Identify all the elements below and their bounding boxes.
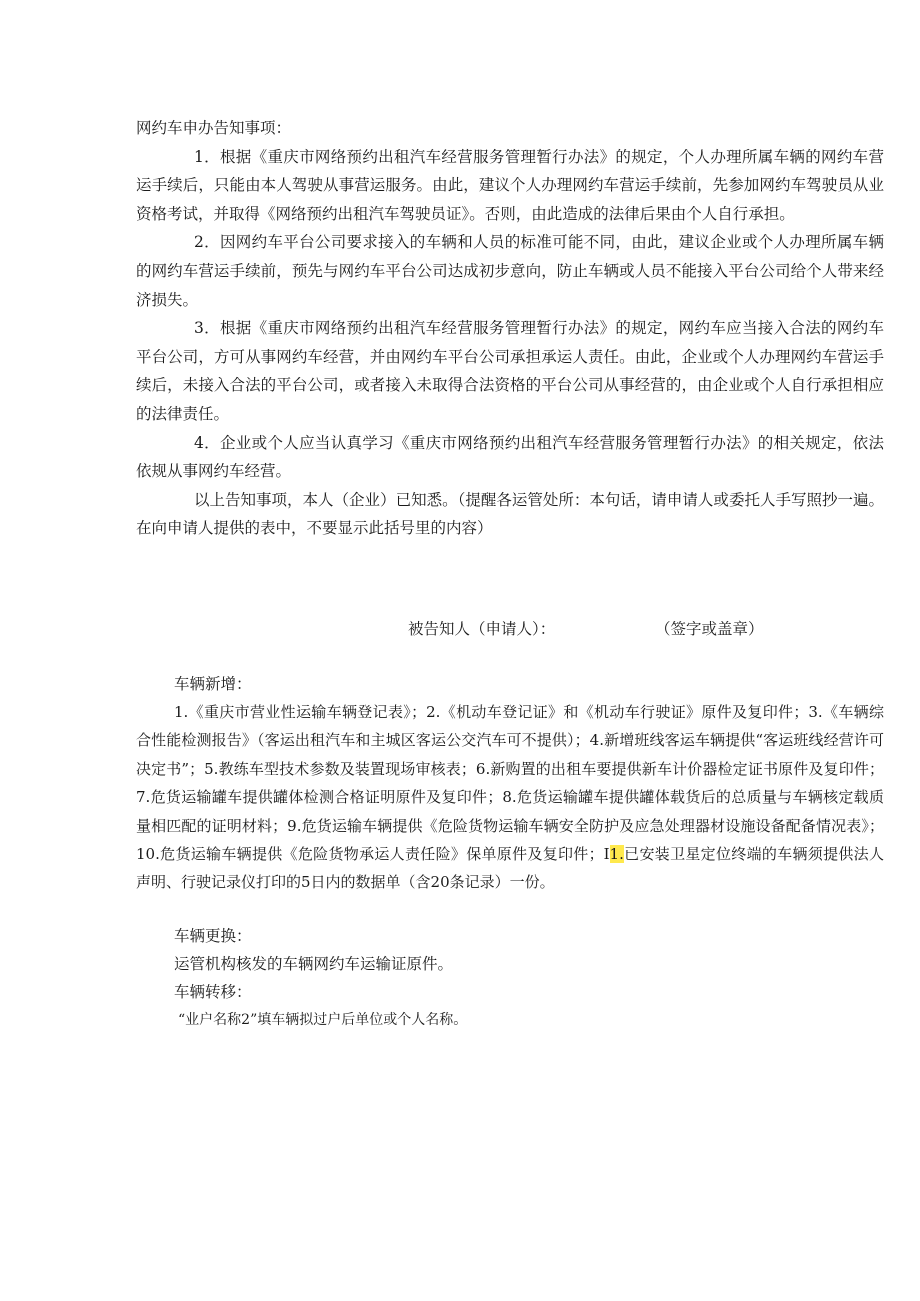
notice-title: 网约车申办告知事项： [136, 119, 292, 137]
vehicle-transfer-text: “业户名称2”填车辆拟过户后单位或个人名称。 [178, 1012, 468, 1028]
vehicle-new-section [136, 670, 884, 897]
highlighted-number: 1. [609, 845, 624, 864]
notice-item-2: 2．因网约车平台公司要求接入的车辆和人员的标准可能不同，由此，建议企业或个人办理所属车辆的网约车营运手续前，预先与网约车平台公司达成初步意向，防止车辆或人员不能接入平台公司给个人带来经济损失。 [136, 233, 884, 309]
signer-note: （签字或盖章） [655, 620, 764, 638]
notice-item-4: 4．企业或个人应当认真学习《重庆市网络预约出租汽车经营服务管理暂行办法》的相关规定，依法依规从事网约车经营。 [136, 433, 884, 481]
vehicle-new-label: 车辆新增： [174, 675, 252, 693]
notice-item-1: 1．根据《重庆市网络预约出租汽车经营服务管理暂行办法》的规定，个人办理所属车辆的网约车营运手续后，只能由本人驾驶从事营运服务。由此，建议个人办理网约车营运手续前，先参加网约车驾驶员从业资格考试，并取得《网络预约出租汽车驾驶员证》。否则，由此造成的法律后果由个人自行承担。 [136, 147, 884, 223]
notice-section [136, 114, 884, 543]
vehicle-change-text: 运管机构核发的车辆网约车运输证原件。 [174, 955, 454, 973]
highlight-prefix: I [603, 845, 610, 864]
vehicle-new-text-tail: 已安装卫星定位终端的车辆须提供法人声明、行驶记录仪打印的5日内的数据单（含20条记录）一份。 [136, 845, 884, 892]
notice-item-3: 3．根据《重庆市网络预约出租汽车经营服务管理暂行办法》的规定，网约车应当接入合法的网约车平台公司，方可从事网约车经营，并由网约车平台公司承担承运人责任。由此，企业或个人办理网约车营运手续后，未接入合法的平台公司，或者接入未取得合法资格的平台公司从事经营的，由企业或个人自行承担相应的法律责任。 [136, 319, 884, 423]
signer-label: 被告知人（申请人）： [408, 620, 556, 638]
vehicle-change-label: 车辆更换： [174, 927, 252, 945]
vehicle-new-requirements [136, 698, 884, 897]
vehicle-change-section [136, 922, 884, 1034]
acknowledge-statement: 以上告知事项，本人（企业）已知悉。（提醒各运管处所：本句话，请申请人或委托人手写照抄一遍。在向申请人提供的表中，不要显示此括号里的内容） [136, 490, 884, 538]
vehicle-transfer-label: 车辆转移： [174, 983, 252, 1001]
vehicle-new-text: 1.《重庆市营业性运输车辆登记表》；2.《机动车登记证》和《机动车行驶证》原件及复印件；3.《车辆综合性能检测报告》（客运出租汽车和主城区客运公交汽车可不提供）；4.新增班线客运车辆提供“客运班线经营许可决定书”；5.教练车型技术参数及装置现场审核表；6.新购置的出租车要提供新车计价器检定证书原件及复印件；7.危货运输罐车提供罐体检测合格证明原件及复印件；8.危货运输罐车提供罐体载货后的总质量与车辆核定载质量相匹配的证明材料；9.危货运输车辆提供《危险货物运输车辆安全防护及应急处理器材设施设备配备情况表》；10.危货运输车辆提供《危险货物承运人责任险》保单原件及复印件； [136, 703, 884, 864]
